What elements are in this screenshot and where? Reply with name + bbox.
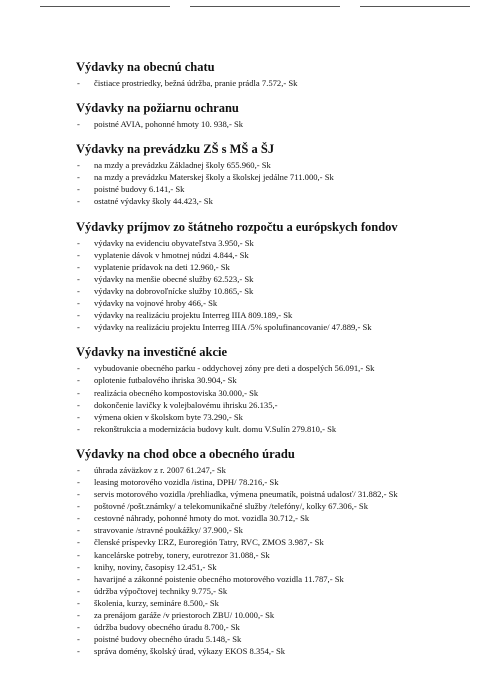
section-heading: Výdavky na investičné akcie (76, 345, 228, 360)
section-heading: Výdavky na požiarnu ochranu (76, 101, 239, 116)
bullet-dash: - (77, 464, 80, 475)
section-spacer (76, 435, 486, 447)
expense-item (76, 536, 486, 548)
expense-item (76, 374, 486, 386)
expense-item-text: výmena okien v školskom byte 73.290,- Sk (94, 411, 243, 422)
expense-section (76, 101, 486, 142)
section-heading: Výdavky na obecnú chatu (76, 60, 215, 74)
expense-item-text: na mzdy a prevádzku Základnej školy 655.960,- Sk (94, 160, 271, 171)
bullet-dash: - (77, 537, 80, 548)
bullet-dash: - (77, 160, 80, 171)
expense-item (76, 118, 486, 130)
bullet-dash: - (77, 423, 80, 434)
expense-list (76, 362, 486, 435)
expense-item-text: vyplatenie prídavok na deti 12.960,- Sk (94, 261, 230, 272)
bullet-dash: - (77, 525, 80, 536)
expense-item-text: havarijné a zákonné poistenie obecného motorového vozidla 11.787,- Sk (94, 573, 344, 584)
expense-list (76, 77, 486, 89)
expense-section (76, 60, 486, 101)
bullet-dash: - (77, 249, 80, 260)
bullet-dash: - (77, 78, 80, 88)
expense-item-text: ostatné výdavky školy 44.423,- Sk (94, 196, 213, 207)
expense-item-text: vyplatenie dávok v hmotnej núdzi 4.844,- Sk (94, 249, 249, 260)
expense-item (76, 549, 486, 561)
bullet-dash: - (77, 549, 80, 560)
bullet-dash: - (77, 489, 80, 500)
bullet-dash: - (77, 387, 80, 398)
top-rule-middle (190, 6, 340, 7)
expense-item-text: kancelárske potreby, tonery, eurotrezor 31.088,- Sk (94, 549, 270, 560)
bullet-dash: - (77, 622, 80, 633)
bullet-dash: - (77, 119, 80, 130)
bullet-dash: - (77, 261, 80, 272)
top-rule-left (40, 6, 170, 7)
expense-item-text: knihy, noviny, časopisy 12.451,- Sk (94, 561, 217, 572)
expense-item-text: správa domény, školský úrad, výkazy EKOS 8.354,- Sk (94, 646, 286, 657)
expense-item (76, 273, 486, 285)
expense-item-text: výdavky na menšie obecné služby 62.523,- Sk (94, 273, 254, 284)
bullet-dash: - (77, 610, 80, 620)
expense-item (76, 411, 486, 423)
expense-item (76, 500, 486, 512)
expense-item-text: poistné budovy 6.141,- Sk (94, 184, 185, 195)
bullet-dash: - (77, 646, 80, 657)
expense-item-text: vybudovanie obecného parku - oddychovej zóny pre deti a dospelých 56.091,- Sk (94, 363, 375, 374)
expense-list (76, 237, 486, 334)
bullet-dash: - (77, 184, 80, 195)
expense-item (76, 77, 486, 89)
expense-item-text: výdavky na realizáciu projektu Interreg IIIA /5% spolufinancovanie/ 47.889,- Sk (94, 322, 372, 333)
expense-section (76, 345, 486, 447)
expense-section (76, 142, 486, 219)
document-page (76, 60, 486, 657)
bullet-dash: - (77, 363, 80, 374)
expense-item (76, 609, 486, 621)
expense-item-text: cestovné náhrady, pohonné hmoty do mot. vozidla 30.712,- Sk (94, 513, 310, 524)
expense-item (76, 399, 486, 411)
section-heading: Výdavky na prevádzku ZŠ s MŠ a ŠJ (76, 142, 275, 157)
expense-item-text: poštovné /pošt.známky/ a telekomunikačné služby /telefóny/, kolky 67.306,- Sk (94, 501, 368, 512)
expense-item (76, 321, 486, 333)
expense-item (76, 488, 486, 500)
expense-item (76, 597, 486, 609)
expense-item (76, 585, 486, 597)
bullet-dash: - (77, 322, 80, 333)
expense-item (76, 573, 486, 585)
expense-section (76, 220, 486, 346)
expense-item (76, 476, 486, 488)
bullet-dash: - (77, 298, 80, 309)
expense-item (76, 524, 486, 536)
bullet-dash: - (77, 476, 80, 487)
expense-item (76, 645, 486, 657)
expense-item (76, 261, 486, 273)
expense-item-text: za prenájom garáže /v priestoroch ZBU/ 10.000,- Sk (94, 610, 275, 620)
expense-section (76, 447, 486, 658)
expense-item (76, 171, 486, 183)
bullet-dash: - (77, 561, 80, 572)
bullet-dash: - (77, 172, 80, 183)
expense-item (76, 621, 486, 633)
expense-item (76, 633, 486, 645)
expense-item-text: oplotenie futbalového ihriska 30.904,- Sk (94, 375, 237, 386)
expense-item (76, 512, 486, 524)
expense-item-text: servis motorového vozidla /prehliadka, výmena pneumatík, poistná udalosť/ 31.882,- Sk (94, 489, 398, 500)
expense-item (76, 297, 486, 309)
expense-item-text: výdavky na evidenciu obyvateľstva 3.950,- Sk (94, 237, 254, 248)
bullet-dash: - (77, 573, 80, 584)
expense-item (76, 195, 486, 207)
expense-item (76, 561, 486, 573)
expense-item-text: rekonštrukcia a modernizácia budovy kult. domu V.Sulín 279.810,- Sk (94, 423, 337, 434)
section-heading: Výdavky na chod obce a obecného úradu (76, 446, 295, 461)
expense-item-text: poistné budovy obecného úradu 5.148,- Sk (94, 634, 242, 645)
expense-list (76, 159, 486, 207)
expense-item-text: údržba výpočtovej techniky 9.775,- Sk (94, 585, 228, 596)
expense-item-text: výdavky na realizáciu projektu Interreg IIIA 809.189,- Sk (94, 310, 293, 321)
expense-item (76, 387, 486, 399)
expense-item-text: dokončenie lavičky k volejbalovému ihrisku 26.135,- (94, 399, 278, 410)
expense-item-text: leasing motorového vozidla /istina, DPH/ 78.216,- Sk (94, 476, 279, 487)
bullet-dash: - (77, 399, 80, 410)
section-spacer (76, 208, 486, 220)
bullet-dash: - (77, 585, 80, 596)
bullet-dash: - (77, 310, 80, 321)
expense-item (76, 159, 486, 171)
expense-item-text: údržba budovy obecného úradu 8.700,- Sk (94, 622, 240, 633)
section-spacer (76, 89, 486, 101)
expense-item (76, 309, 486, 321)
expense-list (76, 118, 486, 130)
bullet-dash: - (77, 273, 80, 284)
bullet-dash: - (77, 501, 80, 512)
expense-item-text: úhrada záväzkov z r. 2007 61.247,- Sk (94, 464, 226, 475)
bullet-dash: - (77, 237, 80, 248)
expense-item (76, 285, 486, 297)
bullet-dash: - (77, 411, 80, 422)
bullet-dash: - (77, 634, 80, 645)
expense-item-text: školenia, kurzy, semináre 8.500,- Sk (94, 597, 219, 608)
bullet-dash: - (77, 285, 80, 296)
expense-item (76, 362, 486, 374)
expense-item-text: členské príspevky ĽRZ, Euroregión Tatry, RVC, ZMOS 3.987,- Sk (94, 537, 324, 548)
expense-item-text: čistiace prostriedky, bežná údržba, pranie prádla 7.572,- Sk (94, 78, 298, 88)
expense-item (76, 464, 486, 476)
section-spacer (76, 333, 486, 345)
expense-item-text: výdavky na dobrovoľnícke služby 10.865,- Sk (94, 285, 254, 296)
expense-item-text: realizácia obecného kompostoviska 30.000,- Sk (94, 387, 259, 398)
expense-item (76, 183, 486, 195)
expense-list (76, 464, 486, 658)
bullet-dash: - (77, 513, 80, 524)
bullet-dash: - (77, 196, 80, 207)
expense-item (76, 249, 486, 261)
expense-item (76, 423, 486, 435)
expense-item-text: výdavky na vojnové hroby 466,- Sk (94, 298, 218, 309)
expense-item-text: stravovanie /stravné poukážky/ 37.900,- Sk (94, 525, 243, 536)
bullet-dash: - (77, 375, 80, 386)
expense-item-text: na mzdy a prevádzku Materskej školy a školskej jedálne 711.000,- Sk (94, 172, 334, 183)
top-rule-right (360, 6, 470, 7)
section-heading: Výdavky príjmov zo štátneho rozpočtu a európskych fondov (76, 219, 398, 234)
expense-item (76, 237, 486, 249)
expense-item-text: poistné AVIA, pohonné hmoty 10. 938,- Sk (94, 119, 244, 130)
section-spacer (76, 130, 486, 142)
bullet-dash: - (77, 597, 80, 608)
